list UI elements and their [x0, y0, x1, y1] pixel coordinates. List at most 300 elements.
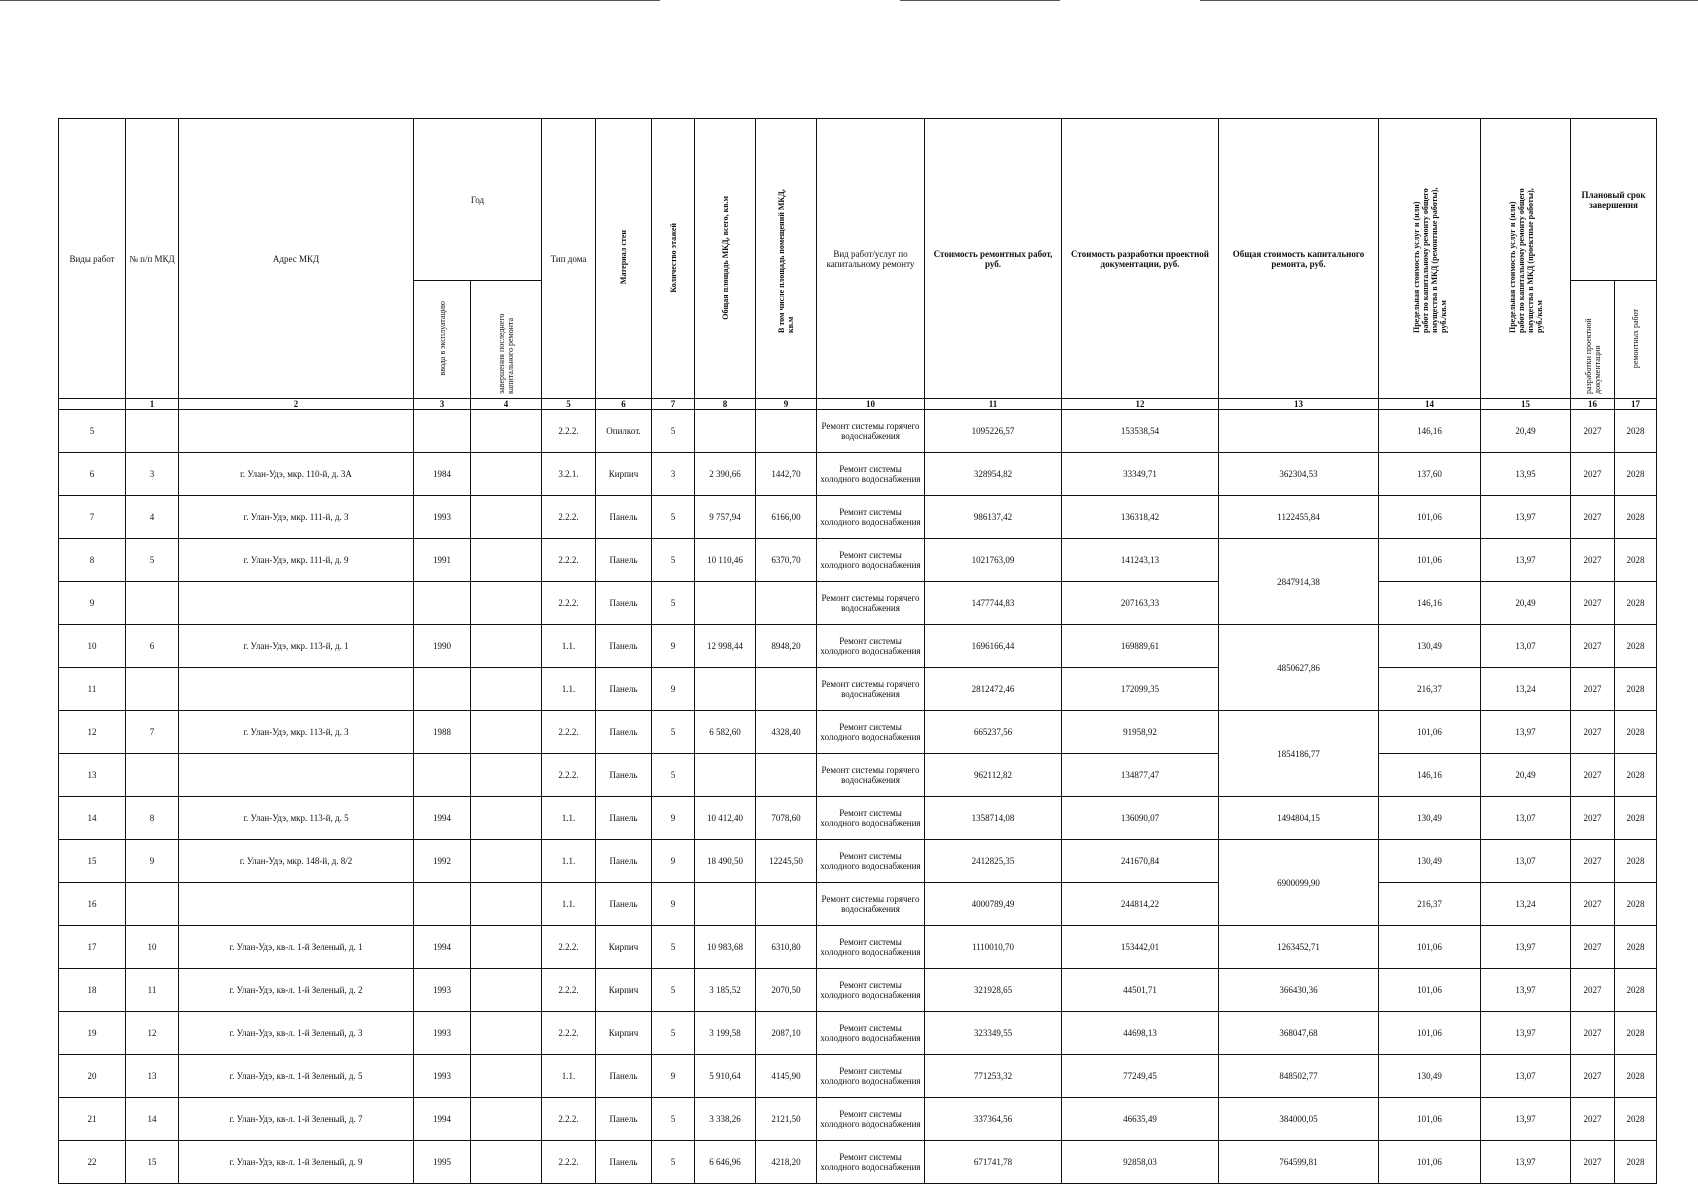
mkd-number: [126, 410, 179, 453]
year-last-repair-cell: [471, 883, 542, 926]
limit-repair-cell: 101,06: [1379, 969, 1481, 1012]
row-number: 13: [59, 754, 126, 797]
design-cost-cell: 44501,71: [1062, 969, 1219, 1012]
term-repair-cell: 2028: [1615, 410, 1657, 453]
work-type-cell: Ремонт системы горячего водоснабжения: [817, 754, 925, 797]
term-repair-cell: 2028: [1615, 453, 1657, 496]
wall-material-cell: Кирпич: [596, 453, 652, 496]
mkd-number: 6: [126, 625, 179, 668]
table-row: [59, 668, 1657, 711]
repair-cost-cell: 671741,78: [925, 1141, 1062, 1184]
total-cost-cell: 848502,77: [1219, 1055, 1379, 1098]
house-type-cell: 1.1.: [542, 668, 596, 711]
mkd-number: 13: [126, 1055, 179, 1098]
work-type-cell: Ремонт системы холодного водоснабжения: [817, 539, 925, 582]
limit-design-cell: 13,97: [1481, 926, 1571, 969]
premises-area-cell: 8948,20: [756, 625, 817, 668]
floors-cell: 5: [652, 711, 695, 754]
floors-cell: 5: [652, 496, 695, 539]
total-area-cell: 9 757,94: [695, 496, 756, 539]
year-last-repair-cell: [471, 711, 542, 754]
header-limit-design: Предельная стоимость услуг и (или) работ по капитальному ремонту общего имущества в МКД (проектные работы), руб./кв.м: [1481, 119, 1571, 399]
year-last-repair-cell: [471, 926, 542, 969]
limit-design-cell: 13,24: [1481, 883, 1571, 926]
work-type-cell: Ремонт системы горячего водоснабжения: [817, 582, 925, 625]
floors-cell: 9: [652, 625, 695, 668]
year-last-repair-cell: [471, 969, 542, 1012]
term-repair-cell: 2028: [1615, 1012, 1657, 1055]
floors-cell: 5: [652, 926, 695, 969]
year-last-repair-cell: [471, 582, 542, 625]
address-cell: г. Улан-Удэ, кв-л. 1-й Зеленый, д. 3: [179, 1012, 414, 1055]
premises-area-cell: 1442,70: [756, 453, 817, 496]
year-last-repair-cell: [471, 496, 542, 539]
year-commission-cell: [414, 754, 471, 797]
premises-area-cell: 7078,60: [756, 797, 817, 840]
total-cost-cell: 1494804,15: [1219, 797, 1379, 840]
table-row: [59, 840, 1657, 883]
term-design-cell: 2027: [1571, 496, 1615, 539]
work-type-cell: Ремонт системы холодного водоснабжения: [817, 1012, 925, 1055]
row-number: 21: [59, 1098, 126, 1141]
header-total-area: Общая площадь МКД, всего, кв.м: [695, 119, 756, 399]
mkd-number: 8: [126, 797, 179, 840]
total-cost-cell: 368047,68: [1219, 1012, 1379, 1055]
year-commission-cell: 1984: [414, 453, 471, 496]
total-area-cell: 6 646,96: [695, 1141, 756, 1184]
design-cost-cell: 92858,03: [1062, 1141, 1219, 1184]
row-number: 15: [59, 840, 126, 883]
premises-area-cell: 6166,00: [756, 496, 817, 539]
address-cell: г. Улан-Удэ, мкр. 111-й, д. 9: [179, 539, 414, 582]
mkd-number: 15: [126, 1141, 179, 1184]
row-number: 6: [59, 453, 126, 496]
mkd-number: 4: [126, 496, 179, 539]
total-area-cell: 18 490,50: [695, 840, 756, 883]
header-year-commission: ввода в эксплуатацию: [414, 281, 471, 399]
premises-area-cell: 6310,80: [756, 926, 817, 969]
column-number: 11: [925, 399, 1062, 410]
limit-repair-cell: 101,06: [1379, 926, 1481, 969]
table-row: [59, 711, 1657, 754]
year-commission-cell: 1993: [414, 496, 471, 539]
address-cell: г. Улан-Удэ, мкр. 148-й, д. 8/2: [179, 840, 414, 883]
limit-design-cell: 13,07: [1481, 840, 1571, 883]
mkd-number: [126, 668, 179, 711]
total-area-cell: 10 412,40: [695, 797, 756, 840]
work-type-cell: Ремонт системы холодного водоснабжения: [817, 797, 925, 840]
total-area-cell: 2 390,66: [695, 453, 756, 496]
row-number: 22: [59, 1141, 126, 1184]
term-design-cell: 2027: [1571, 453, 1615, 496]
work-type-cell: Ремонт системы холодного водоснабжения: [817, 969, 925, 1012]
repair-cost-cell: 1477744,83: [925, 582, 1062, 625]
table-row: [59, 410, 1657, 453]
floors-cell: 3: [652, 453, 695, 496]
scan-edge-line: [1200, 0, 1698, 1]
house-type-cell: 2.2.2.: [542, 754, 596, 797]
row-number: 9: [59, 582, 126, 625]
header-term-design: разработки проектной документации: [1571, 281, 1615, 399]
work-type-cell: Ремонт системы холодного водоснабжения: [817, 1055, 925, 1098]
design-cost-cell: 33349,71: [1062, 453, 1219, 496]
repair-cost-cell: 986137,42: [925, 496, 1062, 539]
floors-cell: 9: [652, 840, 695, 883]
year-commission-cell: [414, 410, 471, 453]
design-cost-cell: 134877,47: [1062, 754, 1219, 797]
limit-repair-cell: 101,06: [1379, 1012, 1481, 1055]
term-repair-cell: 2028: [1615, 1141, 1657, 1184]
limit-repair-cell: 137,60: [1379, 453, 1481, 496]
limit-repair-cell: 130,49: [1379, 1055, 1481, 1098]
premises-area-cell: 4145,90: [756, 1055, 817, 1098]
year-commission-cell: 1994: [414, 1098, 471, 1141]
total-cost-cell: 362304,53: [1219, 453, 1379, 496]
repair-cost-cell: 328954,82: [925, 453, 1062, 496]
limit-design-cell: 13,97: [1481, 1141, 1571, 1184]
address-cell: [179, 754, 414, 797]
table-row: [59, 1012, 1657, 1055]
mkd-number: 12: [126, 1012, 179, 1055]
term-design-cell: 2027: [1571, 1012, 1615, 1055]
total-cost-cell: 764599,81: [1219, 1141, 1379, 1184]
total-area-cell: [695, 754, 756, 797]
work-type-cell: Ремонт системы горячего водоснабжения: [817, 883, 925, 926]
work-type-cell: Ремонт системы горячего водоснабжения: [817, 668, 925, 711]
limit-design-cell: 13,07: [1481, 797, 1571, 840]
house-type-cell: 2.2.2.: [542, 969, 596, 1012]
house-type-cell: 2.2.2.: [542, 582, 596, 625]
total-area-cell: [695, 668, 756, 711]
wall-material-cell: Кирпич: [596, 1012, 652, 1055]
total-cost-cell: 366430,36: [1219, 969, 1379, 1012]
repair-cost-cell: 962112,82: [925, 754, 1062, 797]
design-cost-cell: 77249,45: [1062, 1055, 1219, 1098]
design-cost-cell: 44698,13: [1062, 1012, 1219, 1055]
column-number: 3: [414, 399, 471, 410]
column-number: 12: [1062, 399, 1219, 410]
term-repair-cell: 2028: [1615, 926, 1657, 969]
table-row: [59, 926, 1657, 969]
term-design-cell: 2027: [1571, 668, 1615, 711]
work-type-cell: Ремонт системы холодного водоснабжения: [817, 1098, 925, 1141]
column-number: 15: [1481, 399, 1571, 410]
table-body: [59, 410, 1657, 1184]
term-repair-cell: 2028: [1615, 496, 1657, 539]
house-type-cell: 2.2.2.: [542, 926, 596, 969]
wall-material-cell: Панель: [596, 797, 652, 840]
term-repair-cell: 2028: [1615, 711, 1657, 754]
year-commission-cell: 1994: [414, 797, 471, 840]
wall-material-cell: Панель: [596, 840, 652, 883]
mkd-number: 7: [126, 711, 179, 754]
wall-material-cell: Кирпич: [596, 926, 652, 969]
year-commission-cell: 1994: [414, 926, 471, 969]
table-row: [59, 797, 1657, 840]
total-area-cell: 12 998,44: [695, 625, 756, 668]
design-cost-cell: 207163,33: [1062, 582, 1219, 625]
table-row: [59, 883, 1657, 926]
repair-cost-cell: 1110010,70: [925, 926, 1062, 969]
total-area-cell: 10 983,68: [695, 926, 756, 969]
table-row: [59, 754, 1657, 797]
wall-material-cell: Панель: [596, 754, 652, 797]
year-commission-cell: [414, 883, 471, 926]
house-type-cell: 3.2.1.: [542, 453, 596, 496]
address-cell: г. Улан-Удэ, мкр. 113-й, д. 3: [179, 711, 414, 754]
total-area-cell: 5 910,64: [695, 1055, 756, 1098]
floors-cell: 5: [652, 410, 695, 453]
term-repair-cell: 2028: [1615, 625, 1657, 668]
repair-registry-table: [58, 118, 1657, 1184]
year-commission-cell: 1993: [414, 1012, 471, 1055]
work-type-cell: Ремонт системы холодного водоснабжения: [817, 625, 925, 668]
term-repair-cell: 2028: [1615, 1098, 1657, 1141]
limit-design-cell: 13,97: [1481, 1098, 1571, 1141]
limit-design-cell: 13,07: [1481, 625, 1571, 668]
column-number-row: [59, 399, 1657, 410]
address-cell: г. Улан-Удэ, кв-л. 1-й Зеленый, д. 1: [179, 926, 414, 969]
mkd-number: [126, 582, 179, 625]
column-number: 6: [596, 399, 652, 410]
row-number: 18: [59, 969, 126, 1012]
column-number: 2: [179, 399, 414, 410]
work-type-cell: Ремонт системы холодного водоснабжения: [817, 840, 925, 883]
house-type-cell: 2.2.2.: [542, 711, 596, 754]
year-commission-cell: [414, 668, 471, 711]
header-year-last-repair: завершения последнего капитального ремонта: [471, 281, 542, 399]
address-cell: [179, 883, 414, 926]
limit-design-cell: 13,95: [1481, 453, 1571, 496]
repair-cost-cell: 1696166,44: [925, 625, 1062, 668]
term-design-cell: 2027: [1571, 1098, 1615, 1141]
row-number: 5: [59, 410, 126, 453]
floors-cell: 5: [652, 582, 695, 625]
mkd-number: [126, 883, 179, 926]
floors-cell: 5: [652, 539, 695, 582]
table-row: [59, 496, 1657, 539]
work-type-cell: Ремонт системы горячего водоснабжения: [817, 410, 925, 453]
header-service-type: Вид работ/услуг по капитальному ремонту: [817, 119, 925, 399]
wall-material-cell: Кирпич: [596, 969, 652, 1012]
floors-cell: 9: [652, 1055, 695, 1098]
floors-cell: 5: [652, 969, 695, 1012]
column-number: 1: [126, 399, 179, 410]
floors-cell: 5: [652, 1141, 695, 1184]
term-design-cell: 2027: [1571, 1141, 1615, 1184]
floors-cell: 9: [652, 883, 695, 926]
premises-area-cell: 4218,20: [756, 1141, 817, 1184]
floors-cell: 9: [652, 797, 695, 840]
limit-repair-cell: 130,49: [1379, 625, 1481, 668]
mkd-number: 5: [126, 539, 179, 582]
work-type-cell: Ремонт системы холодного водоснабжения: [817, 1141, 925, 1184]
column-number: 9: [756, 399, 817, 410]
wall-material-cell: Панель: [596, 711, 652, 754]
year-commission-cell: 1991: [414, 539, 471, 582]
table-row: [59, 625, 1657, 668]
design-cost-cell: 244814,22: [1062, 883, 1219, 926]
design-cost-cell: 91958,92: [1062, 711, 1219, 754]
term-repair-cell: 2028: [1615, 840, 1657, 883]
work-type-cell: Ремонт системы холодного водоснабжения: [817, 453, 925, 496]
column-number: 14: [1379, 399, 1481, 410]
repair-cost-cell: 665237,56: [925, 711, 1062, 754]
house-type-cell: 2.2.2.: [542, 1012, 596, 1055]
column-number: 16: [1571, 399, 1615, 410]
repair-cost-cell: 321928,65: [925, 969, 1062, 1012]
house-type-cell: 1.1.: [542, 840, 596, 883]
term-repair-cell: 2028: [1615, 668, 1657, 711]
year-commission-cell: 1988: [414, 711, 471, 754]
year-last-repair-cell: [471, 1141, 542, 1184]
house-type-cell: 1.1.: [542, 1055, 596, 1098]
limit-design-cell: 13,97: [1481, 496, 1571, 539]
repair-cost-cell: 2412825,35: [925, 840, 1062, 883]
address-cell: г. Улан-Удэ, мкр. 113-й, д. 1: [179, 625, 414, 668]
total-area-cell: 3 199,58: [695, 1012, 756, 1055]
limit-repair-cell: 146,16: [1379, 410, 1481, 453]
row-number: 8: [59, 539, 126, 582]
wall-material-cell: Панель: [596, 1098, 652, 1141]
mkd-number: 3: [126, 453, 179, 496]
floors-cell: 5: [652, 754, 695, 797]
term-repair-cell: 2028: [1615, 883, 1657, 926]
limit-repair-cell: 146,16: [1379, 754, 1481, 797]
premises-area-cell: 2121,50: [756, 1098, 817, 1141]
work-type-cell: Ремонт системы холодного водоснабжения: [817, 926, 925, 969]
year-last-repair-cell: [471, 754, 542, 797]
column-number: 10: [817, 399, 925, 410]
limit-repair-cell: 216,37: [1379, 883, 1481, 926]
term-design-cell: 2027: [1571, 711, 1615, 754]
limit-repair-cell: 101,06: [1379, 496, 1481, 539]
design-cost-cell: 153538,54: [1062, 410, 1219, 453]
year-commission-cell: 1993: [414, 969, 471, 1012]
repair-cost-cell: 2812472,46: [925, 668, 1062, 711]
total-cost-cell: 2847914,38: [1219, 539, 1379, 625]
design-cost-cell: 141243,13: [1062, 539, 1219, 582]
term-design-cell: 2027: [1571, 625, 1615, 668]
limit-repair-cell: 101,06: [1379, 539, 1481, 582]
design-cost-cell: 136318,42: [1062, 496, 1219, 539]
mkd-number: 11: [126, 969, 179, 1012]
repair-cost-cell: 771253,32: [925, 1055, 1062, 1098]
limit-design-cell: 20,49: [1481, 410, 1571, 453]
scan-edge-line: [0, 0, 660, 1]
column-number: 5: [542, 399, 596, 410]
table-row: [59, 1098, 1657, 1141]
total-area-cell: 6 582,60: [695, 711, 756, 754]
wall-material-cell: Панель: [596, 1055, 652, 1098]
total-area-cell: [695, 582, 756, 625]
address-cell: г. Улан-Удэ, мкр. 111-й, д. 3: [179, 496, 414, 539]
limit-design-cell: 13,97: [1481, 539, 1571, 582]
term-design-cell: 2027: [1571, 926, 1615, 969]
row-number: 17: [59, 926, 126, 969]
house-type-cell: 2.2.2.: [542, 539, 596, 582]
design-cost-cell: 172099,35: [1062, 668, 1219, 711]
term-design-cell: 2027: [1571, 410, 1615, 453]
term-repair-cell: 2028: [1615, 754, 1657, 797]
wall-material-cell: Панель: [596, 496, 652, 539]
header-repair-cost: Стоимость ремонтных работ, руб.: [925, 119, 1062, 399]
row-number: 10: [59, 625, 126, 668]
column-number: 17: [1615, 399, 1657, 410]
address-cell: г. Улан-Удэ, кв-л. 1-й Зеленый, д. 7: [179, 1098, 414, 1141]
term-repair-cell: 2028: [1615, 539, 1657, 582]
house-type-cell: 2.2.2.: [542, 1141, 596, 1184]
header-no-mkd: № п/п МКД: [126, 119, 179, 399]
premises-area-cell: 2070,50: [756, 969, 817, 1012]
header-design-cost: Стоимость разработки проектной документации, руб.: [1062, 119, 1219, 399]
table-row: [59, 1055, 1657, 1098]
wall-material-cell: Панель: [596, 668, 652, 711]
house-type-cell: 1.1.: [542, 883, 596, 926]
header-year: Год: [414, 119, 542, 281]
total-cost-cell: 1854186,77: [1219, 711, 1379, 797]
floors-cell: 5: [652, 1098, 695, 1141]
term-repair-cell: 2028: [1615, 582, 1657, 625]
term-repair-cell: 2028: [1615, 797, 1657, 840]
wall-material-cell: Панель: [596, 539, 652, 582]
repair-cost-cell: 1021763,09: [925, 539, 1062, 582]
table-row: [59, 1141, 1657, 1184]
address-cell: г. Улан-Удэ, кв-л. 1-й Зеленый, д. 9: [179, 1141, 414, 1184]
house-type-cell: 1.1.: [542, 625, 596, 668]
limit-design-cell: 13,97: [1481, 711, 1571, 754]
column-number: [59, 399, 126, 410]
address-cell: г. Улан-Удэ, кв-л. 1-й Зеленый, д. 5: [179, 1055, 414, 1098]
house-type-cell: 2.2.2.: [542, 1098, 596, 1141]
total-area-cell: 3 185,52: [695, 969, 756, 1012]
row-number: 7: [59, 496, 126, 539]
premises-area-cell: [756, 582, 817, 625]
total-cost-cell: [1219, 410, 1379, 453]
term-design-cell: 2027: [1571, 969, 1615, 1012]
floors-cell: 9: [652, 668, 695, 711]
year-last-repair-cell: [471, 668, 542, 711]
total-cost-cell: 384000,05: [1219, 1098, 1379, 1141]
column-number: 4: [471, 399, 542, 410]
mkd-number: 10: [126, 926, 179, 969]
premises-area-cell: [756, 754, 817, 797]
address-cell: [179, 410, 414, 453]
scan-edge-line: [900, 0, 1060, 1]
year-last-repair-cell: [471, 1012, 542, 1055]
limit-repair-cell: 130,49: [1379, 797, 1481, 840]
design-cost-cell: 153442,01: [1062, 926, 1219, 969]
header-house-type: Тип дома: [542, 119, 596, 399]
mkd-number: [126, 754, 179, 797]
work-type-cell: Ремонт системы холодного водоснабжения: [817, 496, 925, 539]
address-cell: [179, 668, 414, 711]
limit-design-cell: 13,97: [1481, 969, 1571, 1012]
wall-material-cell: Панель: [596, 1141, 652, 1184]
premises-area-cell: 2087,10: [756, 1012, 817, 1055]
limit-design-cell: 13,97: [1481, 1012, 1571, 1055]
total-area-cell: 3 338,26: [695, 1098, 756, 1141]
term-design-cell: 2027: [1571, 754, 1615, 797]
year-last-repair-cell: [471, 410, 542, 453]
year-commission-cell: [414, 582, 471, 625]
wall-material-cell: Опилкот.: [596, 410, 652, 453]
year-last-repair-cell: [471, 797, 542, 840]
year-last-repair-cell: [471, 539, 542, 582]
term-design-cell: 2027: [1571, 797, 1615, 840]
limit-repair-cell: 101,06: [1379, 711, 1481, 754]
term-design-cell: 2027: [1571, 883, 1615, 926]
